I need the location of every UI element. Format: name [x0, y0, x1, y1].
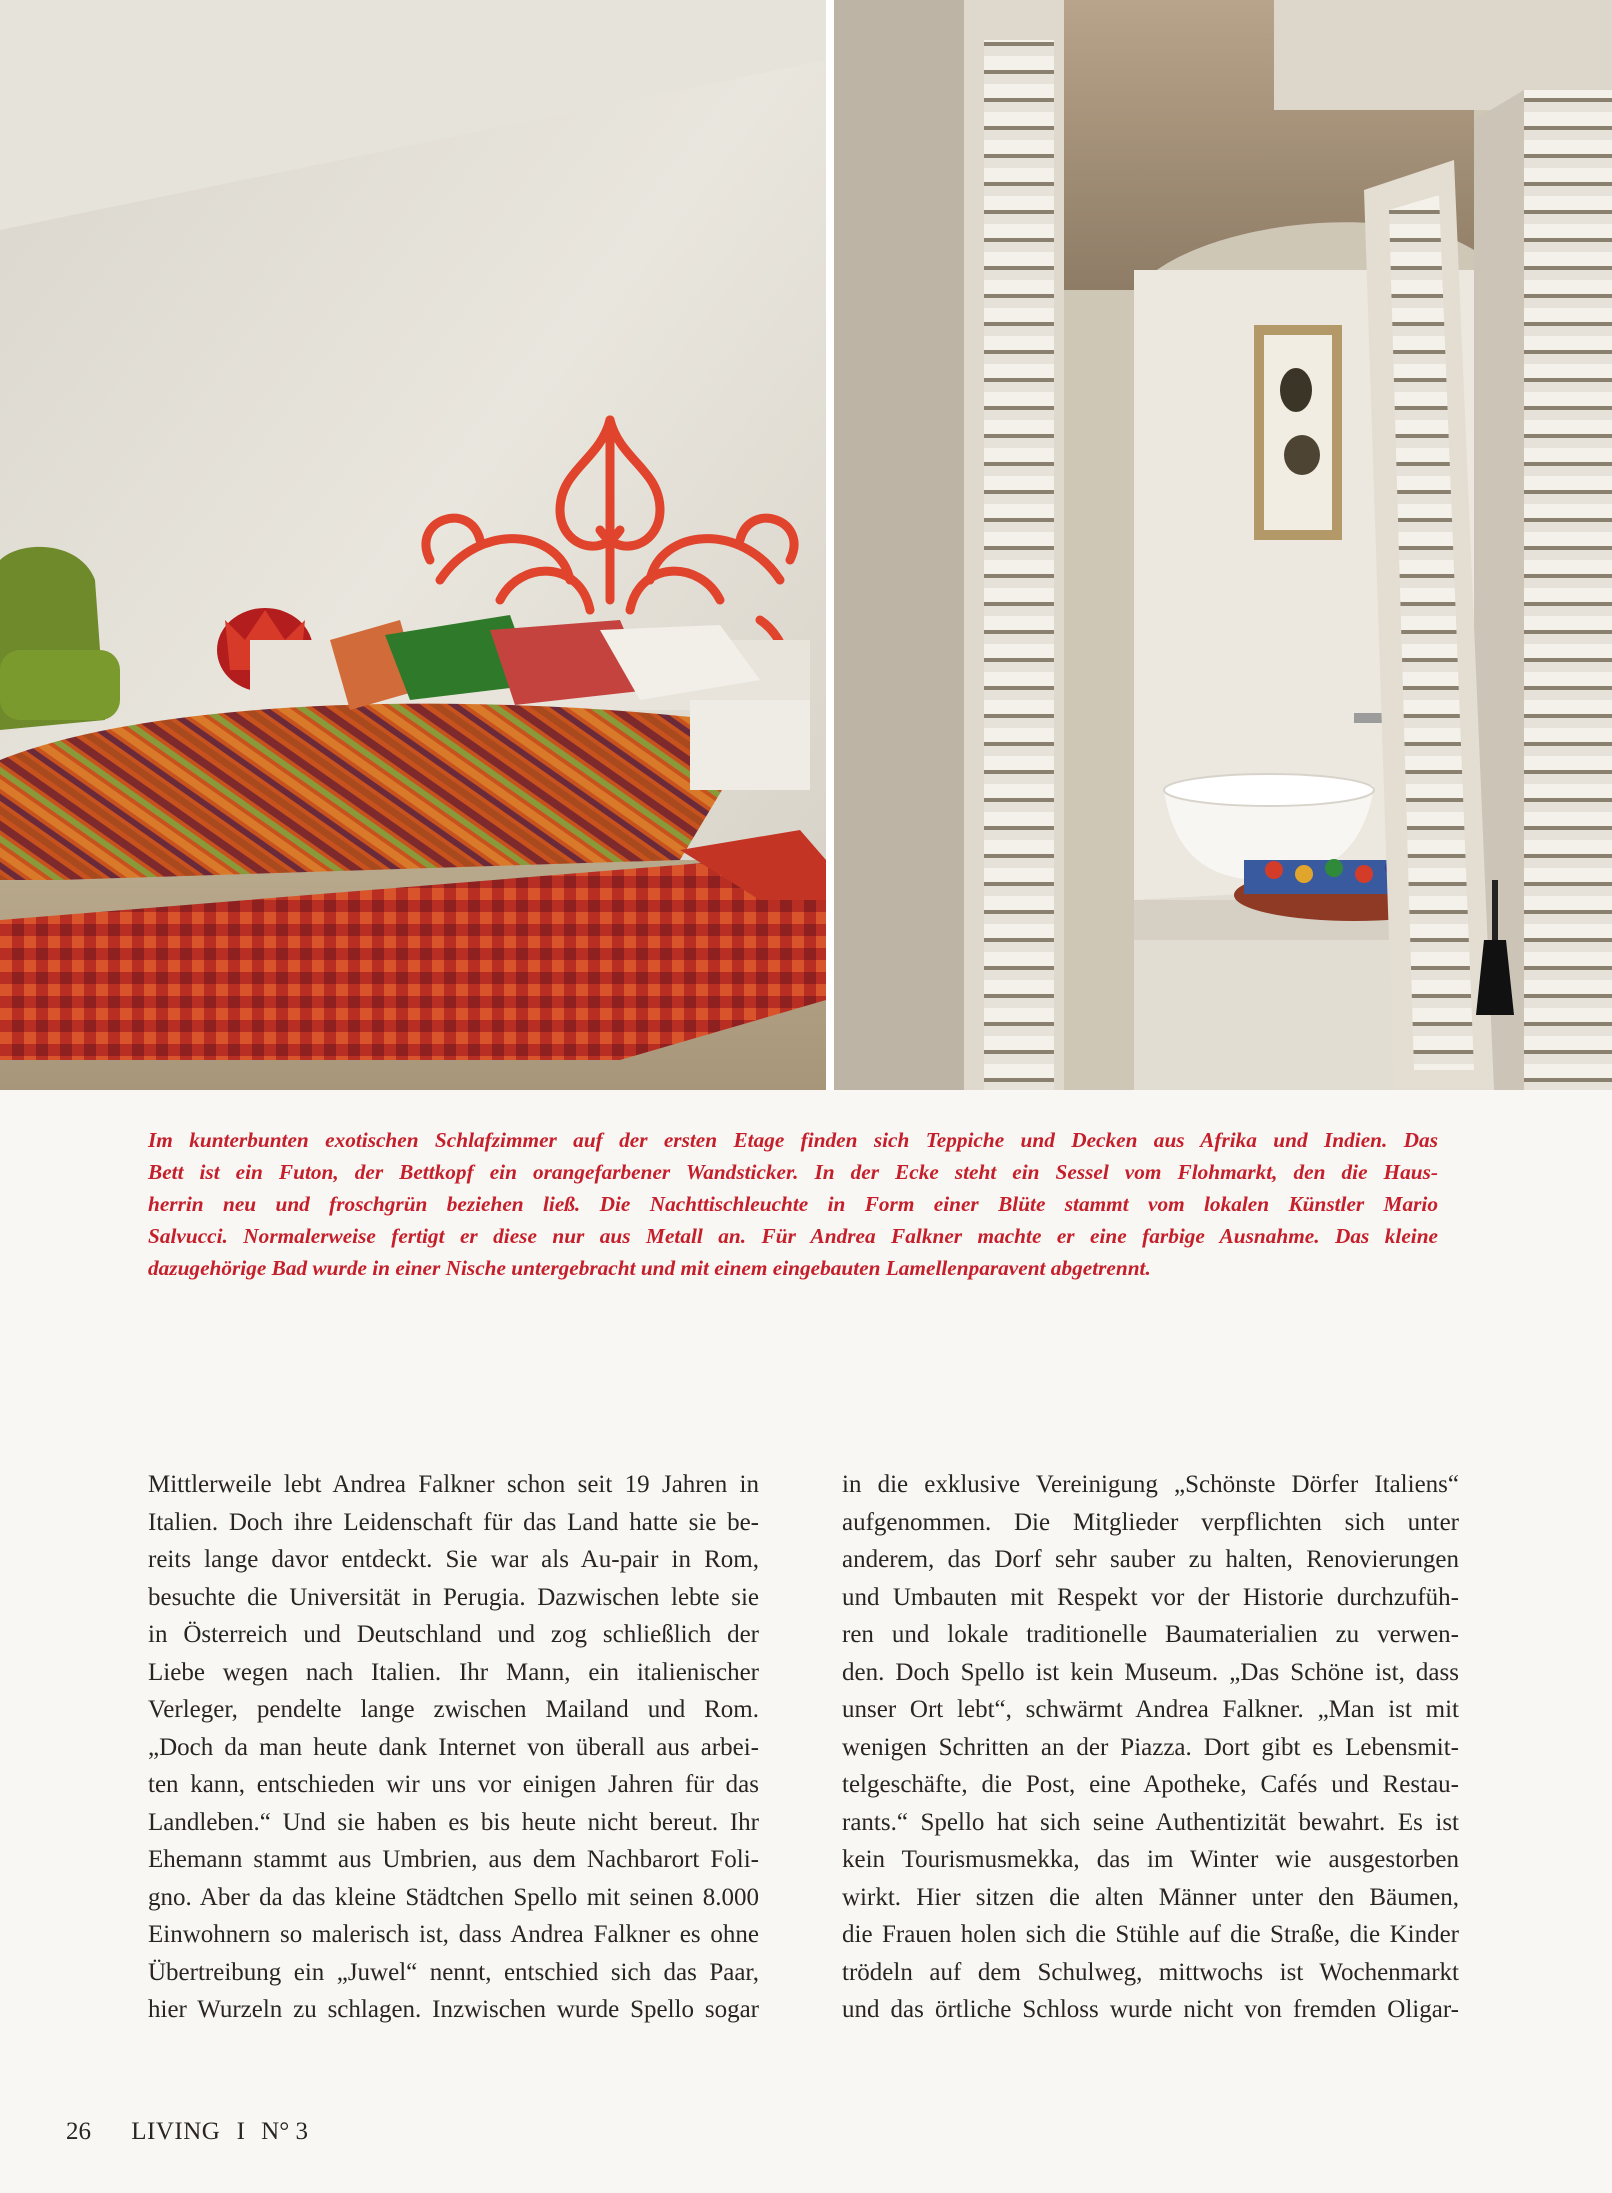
text-line: Liebe wegen nach Italien. Ihr Mann, ein italienischer [148, 1658, 759, 1686]
caption-line: Bett ist ein Futon, der Bettkopf ein orangefarbener Wandsticker. In der Ecke steht ein Sessel vom Flohmarkt, den die Haus- [148, 1160, 1438, 1184]
text-line: Ehemann stammt aus Umbrien, aus dem Nachbarort Foli- [148, 1846, 759, 1873]
text-line: besuchte die Universität in Perugia. Dazwischen lebte sie [148, 1583, 759, 1611]
footer-separator: I [236, 2118, 245, 2145]
issue-number: N° 3 [261, 2118, 308, 2145]
text-line: kein Tourismusmekka, das im Winter wie ausgestorben [842, 1846, 1459, 1873]
text-line: in die exklusive Vereinigung „Schönste Dörfer Italiens“ [842, 1471, 1459, 1498]
bathroom-photo [834, 0, 1612, 1090]
text-line: Einwohnern so malerisch ist, dass Andrea Falkner es ohne [148, 1921, 759, 1948]
text-line: rants.“ Spello hat sich seine Authentizität bewahrt. Es ist [842, 1808, 1459, 1836]
text-line: den. Doch Spello ist kein Museum. „Das Schöne ist, dass [842, 1658, 1459, 1686]
caption-line: Im kunterbunten exotischen Schlafzimmer auf der ersten Etage finden sich Teppiche und Decken aus Afrika und Indien. Das [148, 1128, 1438, 1152]
text-line: aufgenommen. Die Mitglieder verpflichten sich unter [842, 1508, 1459, 1536]
text-line: „Doch da man heute dank Internet von überall aus arbei- [148, 1733, 759, 1761]
text-line: Verleger, pendelte lange zwischen Mailand und Rom. [148, 1696, 759, 1723]
caption-line: Salvucci. Normalerweise fertigt er diese nur aus Metall an. Für Andrea Falkner machte er eine farbige Ausnahme. Das kleine [148, 1224, 1438, 1248]
text-line: Landleben.“ Und sie haben es bis heute nicht bereut. Ihr [148, 1808, 759, 1836]
text-line: ren und lokale traditionelle Baumaterialien zu verwen- [842, 1621, 1459, 1648]
text-line: Übertreibung ein „Juwel“ nennt, entschied sich das Paar, [148, 1958, 759, 1986]
text-line: und Umbauten mit Respekt vor der Historie durchzufüh- [842, 1583, 1459, 1611]
bathroom-illustration [834, 0, 1612, 1090]
text-line: trödeln auf dem Schulweg, mittwochs ist Wochenmarkt [842, 1958, 1459, 1986]
article-column-left [148, 1466, 759, 2029]
text-line: in Österreich und Deutschland und zog schließlich der [148, 1621, 759, 1648]
text-line: ten kann, entschieden wir uns vor einigen Jahren für das [148, 1771, 759, 1798]
text-line: wirkt. Hier sitzen die alten Männer unter den Bäumen, [842, 1883, 1459, 1911]
bedroom-illustration [0, 0, 826, 1090]
text-line: die Frauen holen sich die Stühle auf die Straße, die Kinder [842, 1921, 1459, 1948]
text-line: gno. Aber da das kleine Städtchen Spello mit seinen 8.000 [148, 1883, 759, 1911]
photo-divider [826, 0, 834, 1090]
photo-caption [148, 1124, 1438, 1284]
bedroom-photo [0, 0, 826, 1090]
text-line: Mittlerweile lebt Andrea Falkner schon seit 19 Jahren in [148, 1471, 759, 1498]
text-line: Italien. Doch ihre Leidenschaft für das Land hatte sie be- [148, 1508, 759, 1536]
text-line: anderem, das Dorf sehr sauber zu halten, Renovierungen [842, 1546, 1459, 1573]
text-line: unser Ort lebt“, schwärmt Andrea Falkner. „Man ist mit [842, 1696, 1459, 1723]
text-line: hier Wurzeln zu schlagen. Inzwischen wurde Spello sogar [148, 1996, 759, 2023]
caption-line: dazugehörige Bad wurde in einer Nische untergebracht und mit einem eingebauten Lamellenparavent abgetrennt. [148, 1256, 1151, 1280]
magazine-name: LIVING [131, 2118, 221, 2145]
text-line: telgeschäfte, die Post, eine Apotheke, Cafés und Restau- [842, 1771, 1459, 1798]
text-line: wenigen Schritten an der Piazza. Dort gibt es Lebensmit- [842, 1733, 1459, 1761]
caption-line: herrin neu und froschgrün beziehen ließ. Die Nachttischleuchte in Form einer Blüte stammt vom lokalen Künstler Mario [148, 1192, 1438, 1216]
page-footer [66, 2118, 308, 2146]
text-line: reits lange davor entdeckt. Sie war als Au-pair in Rom, [148, 1546, 759, 1573]
article-column-right [842, 1466, 1459, 2029]
page-number: 26 [66, 2118, 91, 2145]
text-line: und das örtliche Schloss wurde nicht von fremden Oligar- [842, 1996, 1459, 2023]
